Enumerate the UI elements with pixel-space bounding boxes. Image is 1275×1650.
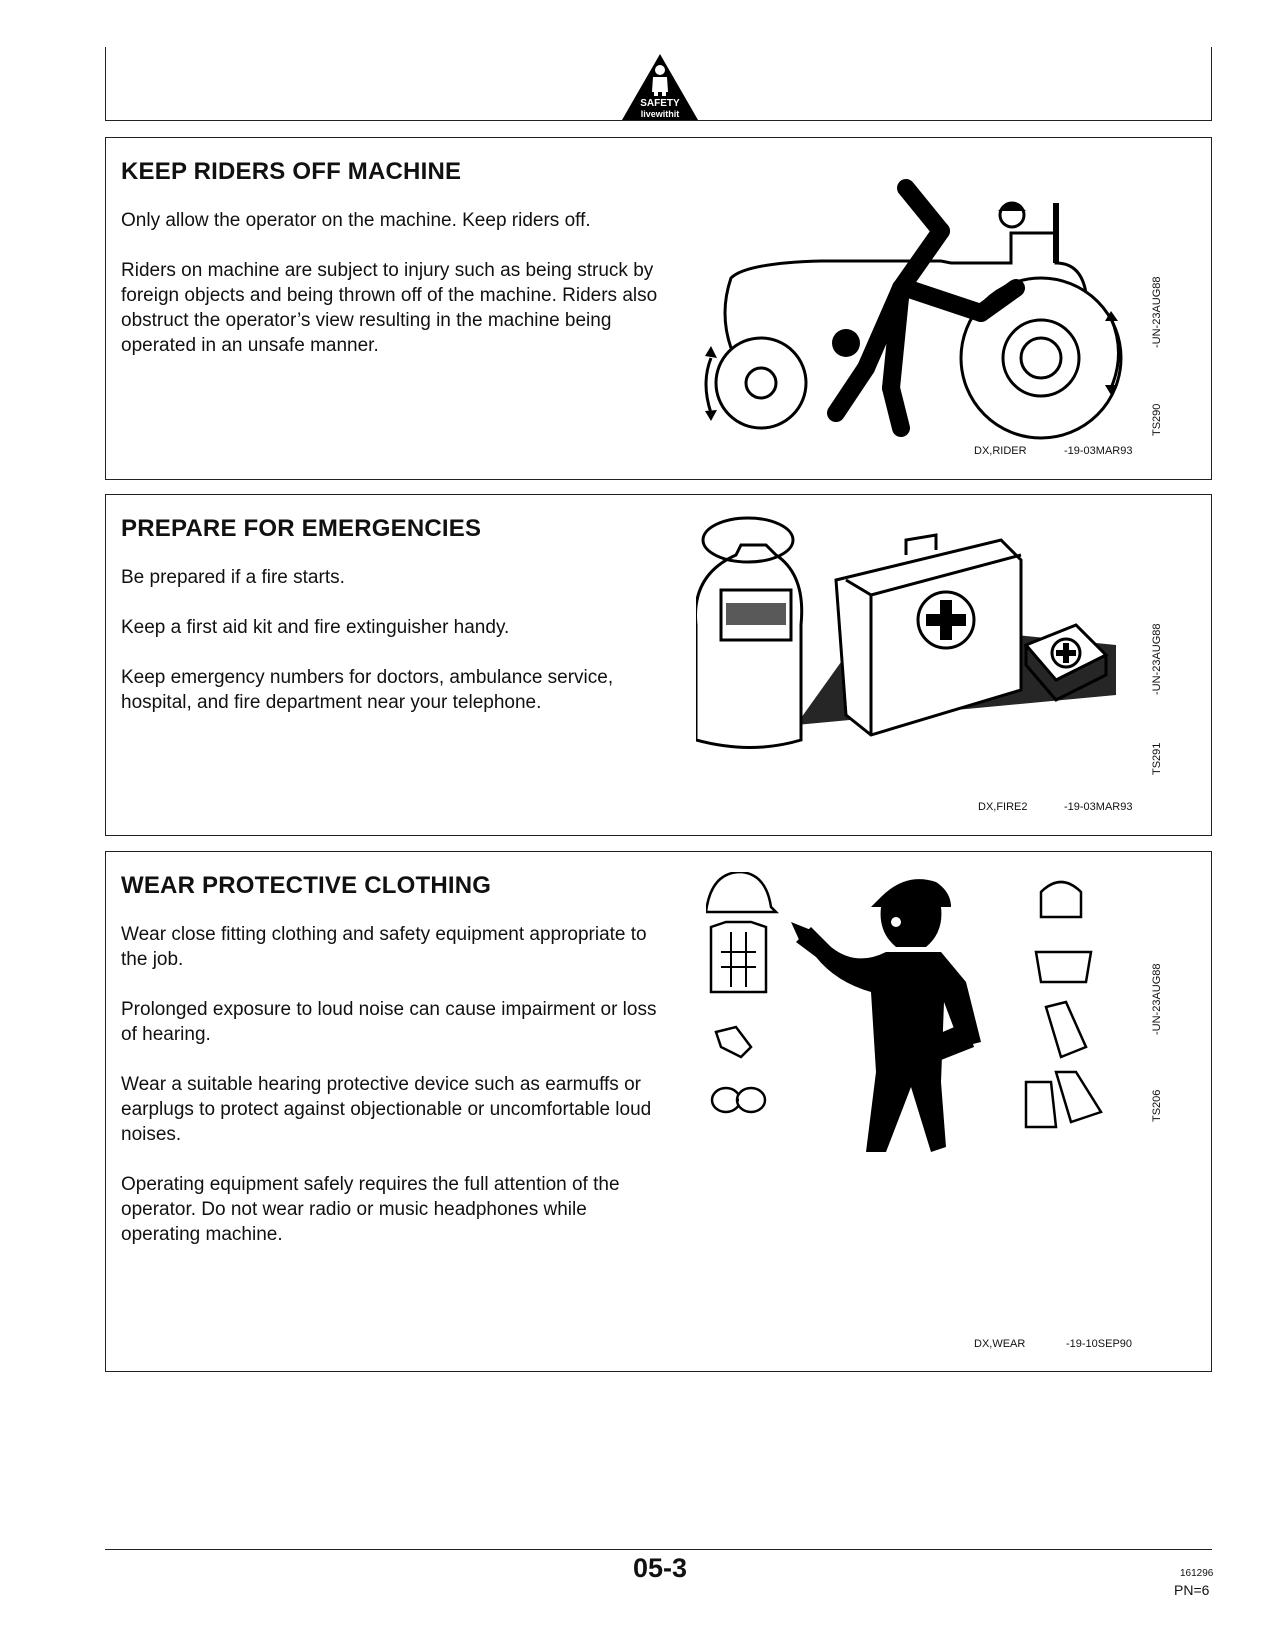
image-date-code: -UN-23AUG88 [1151, 276, 1163, 348]
section-wear-protective-clothing [105, 851, 1212, 1372]
doc-id: DX,WEAR [974, 1338, 1026, 1350]
image-date-code: -UN-23AUG88 [1151, 963, 1163, 1035]
section-title: WEAR PROTECTIVE CLOTHING [121, 872, 492, 899]
paragraph: Keep emergency numbers for doctors, ambulance service, hospital, and fire department near your telephone. [121, 667, 614, 713]
section-body [121, 208, 661, 383]
section-title: PREPARE FOR EMERGENCIES [121, 515, 482, 542]
paragraph: Riders on machine are subject to injury such as being struck by foreign objects and being thrown off of the machine. Riders also obstruct the operator’s view resulting in the machine being operated in an unsafe manner. [121, 260, 658, 356]
tractor-rider-illustration [701, 163, 1161, 463]
svg-text:SAFETY: SAFETY [640, 98, 680, 109]
paragraph: Only allow the operator on the machine. Keep riders off. [121, 210, 591, 231]
document-code: 161296 [1180, 1568, 1214, 1579]
section-title: KEEP RIDERS OFF MACHINE [121, 158, 462, 185]
first-aid-and-extinguisher-illustration [696, 515, 1146, 755]
paragraph: Prolonged exposure to loud noise can cause impairment or loss of hearing. [121, 999, 657, 1045]
doc-revision: -19-03MAR93 [1064, 801, 1133, 813]
paragraph: Wear close fitting clothing and safety equipment appropriate to the job. [121, 924, 647, 970]
doc-revision: -19-10SEP90 [1066, 1338, 1133, 1350]
page-index: PN=6 [1174, 1582, 1210, 1598]
image-code: TS291 [1151, 742, 1163, 775]
safety-logo [620, 52, 700, 122]
paragraph: Wear a suitable hearing protective device such as earmuffs or earplugs to protect against objectionable or uncomfortable loud noises. [121, 1074, 652, 1145]
doc-id: DX,FIRE2 [978, 801, 1028, 813]
paragraph: Be prepared if a fire starts. [121, 567, 345, 588]
page-number: 05-3 [632, 1553, 688, 1583]
protective-gear-illustration [706, 872, 1126, 1162]
doc-revision: -19-03MAR93 [1064, 445, 1133, 457]
paragraph: Operating equipment safely requires the full attention of the operator. Do not wear radio or music headphones while operating machine. [121, 1174, 620, 1245]
section-body [121, 922, 661, 1272]
image-code: TS206 [1151, 1089, 1163, 1122]
image-code: TS290 [1151, 403, 1163, 436]
doc-id: DX,RIDER [974, 445, 1027, 457]
paragraph: Keep a first aid kit and fire extinguisher handy. [121, 617, 510, 638]
section-prepare-for-emergencies [105, 494, 1212, 836]
section-body [121, 565, 661, 740]
footer-rule [105, 1549, 1212, 1550]
svg-text:livewithit: livewithit [640, 109, 680, 119]
image-date-code: -UN-23AUG88 [1151, 623, 1163, 695]
section-keep-riders-off [105, 137, 1212, 480]
